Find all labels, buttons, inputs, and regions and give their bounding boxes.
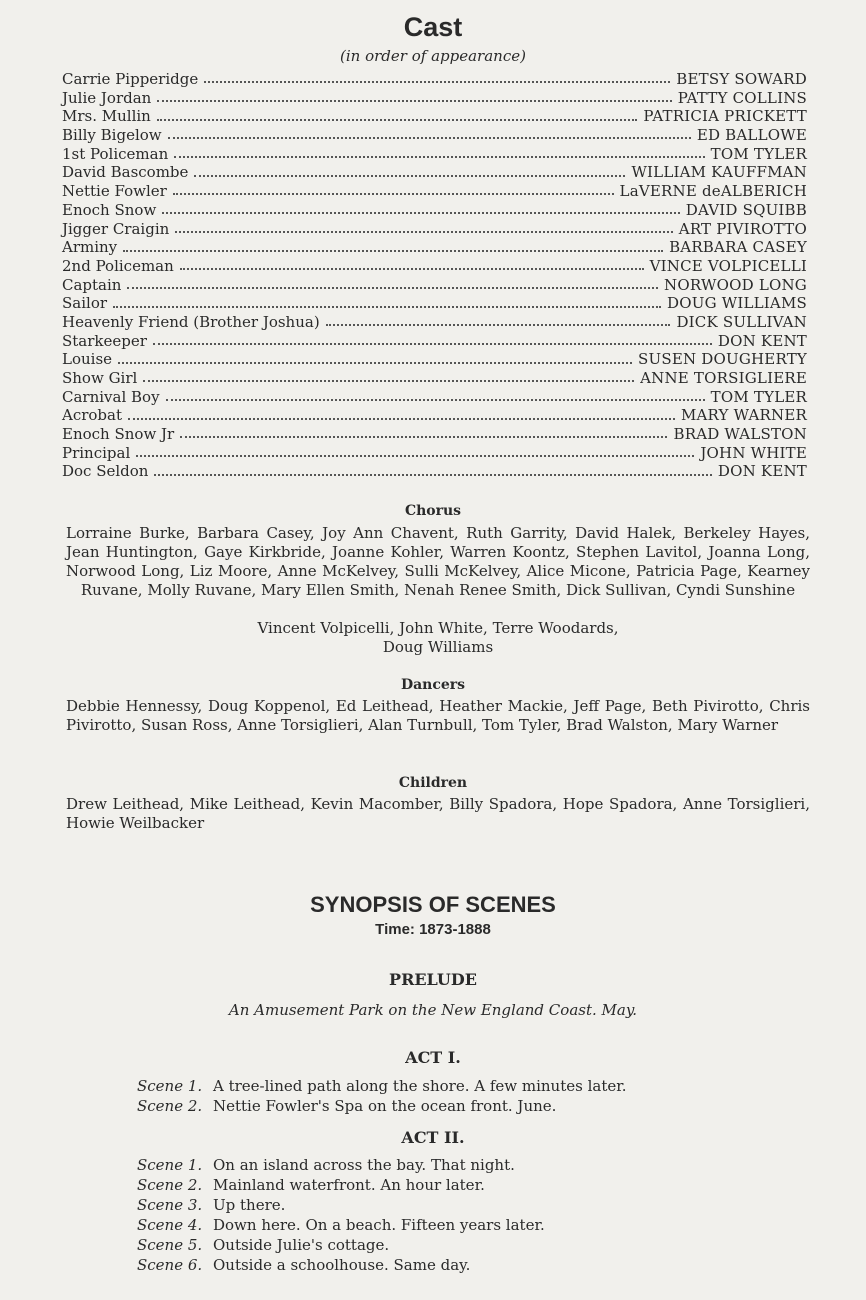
scene-row [137,1175,757,1195]
cast-role: Captain [62,275,122,294]
synopsis-time: Time: 1873-1888 [375,921,491,938]
cast-actor: BRAD WALSTON [673,425,807,444]
cast-title: Cast [403,12,463,42]
dot-leader [128,418,675,420]
cast-actor: BETSY SOWARD [676,70,807,88]
cast-row [62,369,807,388]
act-one-scene-list [137,1076,757,1116]
cast-subtitle: (in order of appearance) [340,47,526,65]
cast-actor: DOUG WILLIAMS [667,294,807,313]
cast-actor: ART PIVIROTTO [678,219,807,238]
cast-actor: PATTY COLLINS [677,88,807,107]
cast-actor: DON KENT [717,331,807,350]
dot-leader [174,156,704,158]
cast-actor: WILLIAM KAUFFMAN [631,163,807,182]
cast-actor: VINCE VOLPICELLI [649,256,807,275]
cast-actor: MARY WARNER [680,406,807,425]
scene-description: Nettie Fowler's Spa on the ocean front. June. [213,1097,557,1115]
cast-row [62,332,807,351]
cast-role: Doc Seldon [62,462,149,481]
act-two-scene-list [137,1155,757,1275]
scene-description: Outside Julie's cottage. [213,1236,390,1254]
act-two-title: ACT II. [401,1128,465,1147]
scene-description: Down here. On a beach. Fifteen years later. [213,1216,545,1234]
scene-description: Up there. [213,1196,286,1214]
cast-role: Carnival Boy [62,387,160,406]
dot-leader [168,137,691,139]
cast-row [62,89,807,108]
prelude-description: An Amusement Park on the New England Coast. May. [228,1001,638,1019]
scene-label: Scene 2. [137,1176,203,1194]
dot-leader [118,362,632,364]
cast-row [62,462,807,481]
cast-row [62,220,807,239]
cast-actor: PATRICIA PRICKETT [643,107,807,126]
cast-actor: DON KENT [717,462,807,481]
children-names: Drew Leithead, Mike Leithead, Kevin Macomber, Billy Spadora, Hope Spadora, Anne Torsiglieri, Howie Weilbacker [66,795,810,832]
cast-role: Mrs. Mullin [62,107,151,126]
cast-actor: ANNE TORSIGLIERE [640,369,807,387]
cast-row [62,201,807,220]
dot-leader [173,193,614,195]
dot-leader [113,306,661,308]
children-title: Children [398,775,468,791]
cast-row [62,406,807,425]
cast-actor: DAVID SQUIBB [685,200,807,219]
cast-actor: SUSEN DOUGHERTY [638,350,807,369]
cast-row [62,444,807,463]
dot-leader [162,212,679,214]
scene-label: Scene 1. [137,1077,203,1095]
cast-role: Nettie Fowler [62,182,167,201]
cast-role: Acrobat [62,406,123,425]
chorus-names: Lorraine Burke, Barbara Casey, Joy Ann Chavent, Ruth Garrity, David Halek, Berkeley Hayes, Jean Huntington, Gaye Kirkbride, Joanne Kohler, Warren Koontz, Stephen Lavitol, Joanna Long, Norwood Long, Liz Moore, Anne McKelvey, Sulli McKelvey, Alice Micone, Patricia Page, Kearney Ruvane, Molly Ruvane, Mary Ellen Smith, Nenah Renee Smith, Dick Sullivan, Cyndi Sunshine [66,524,810,599]
scene-row [137,1076,757,1096]
act-one-title: ACT I. [405,1048,461,1067]
scene-label: Scene 1. [137,1156,203,1174]
cast-row [62,126,807,145]
cast-role: 1st Policeman [62,144,169,163]
dot-leader [123,250,663,252]
prelude-title: PRELUDE [389,970,477,989]
chorus-names-line2: Vincent Volpicelli, John White, Terre Woodards, [257,619,619,637]
cast-role: Heavenly Friend (Brother Joshua) [62,312,320,331]
cast-row [62,388,807,407]
dot-leader [175,231,673,233]
cast-role: Jigger Craigin [62,219,170,238]
cast-row [62,313,807,332]
scene-row [137,1235,757,1255]
cast-role: Sailor [62,294,108,313]
cast-row [62,145,807,164]
cast-role: Carrie Pipperidge [62,70,199,88]
cast-role: Julie Jordan [62,88,152,107]
scene-row [137,1215,757,1235]
dot-leader [157,100,671,102]
scene-description: Outside a schoolhouse. Same day. [213,1256,471,1274]
cast-row [62,238,807,257]
cast-role: Louise [62,350,113,369]
dot-leader [180,268,644,270]
scene-row [137,1195,757,1215]
cast-row [62,70,807,89]
chorus-names-line3: Doug Williams [382,638,494,656]
dot-leader [127,287,658,289]
chorus-title: Chorus [404,503,462,519]
cast-row [62,294,807,313]
cast-row [62,107,807,126]
cast-actor: BARBARA CASEY [669,238,807,257]
dot-leader [153,343,712,345]
cast-row [62,350,807,369]
cast-role: Billy Bigelow [62,126,162,145]
scene-description: Mainland waterfront. An hour later. [213,1176,485,1194]
cast-actor: LaVERNE deALBERICH [619,182,807,201]
scene-label: Scene 5. [137,1236,203,1254]
scene-label: Scene 6. [137,1256,203,1274]
dot-leader [136,455,694,457]
scene-description: A tree-lined path along the shore. A few minutes later. [213,1077,627,1095]
dot-leader [326,324,671,326]
cast-actor: TOM TYLER [710,387,807,406]
dot-leader [166,399,705,401]
cast-list [62,70,807,481]
scene-label: Scene 2. [137,1097,203,1115]
cast-role: Enoch Snow [62,200,157,219]
cast-role: Principal [62,443,131,462]
cast-actor: TOM TYLER [710,144,807,163]
dot-leader [194,175,625,177]
scene-row [137,1255,757,1275]
cast-row [62,182,807,201]
cast-actor: NORWOOD LONG [664,275,807,294]
dancers-names: Debbie Hennessy, Doug Koppenol, Ed Leithead, Heather Mackie, Jeff Page, Beth Pivirotto, Chris Pivirotto, Susan Ross, Anne Torsiglieri, Alan Turnbull, Tom Tyler, Brad Walston, Mary Warner [66,697,810,734]
cast-role: Show Girl [62,369,138,387]
dot-leader [143,380,634,382]
dot-leader [180,436,667,438]
cast-role: Starkeeper [62,331,147,350]
dot-leader [154,474,711,476]
cast-actor: JOHN WHITE [700,443,807,462]
dancers-title: Dancers [400,677,466,693]
cast-actor: DICK SULLIVAN [676,312,807,331]
scene-label: Scene 4. [137,1216,203,1234]
scene-row [137,1096,757,1116]
synopsis-title: SYNOPSIS OF SCENES [310,892,556,917]
dot-leader [204,81,670,83]
scene-description: On an island across the bay. That night. [213,1156,515,1174]
cast-role: Arminy [62,238,118,257]
cast-row [62,163,807,182]
scene-label: Scene 3. [137,1196,203,1214]
cast-row [62,425,807,444]
cast-role: Enoch Snow Jr [62,425,175,444]
scene-row [137,1155,757,1175]
cast-actor: ED BALLOWE [696,126,807,145]
cast-role: 2nd Policeman [62,256,174,275]
cast-row [62,257,807,276]
cast-row [62,276,807,295]
cast-role: David Bascombe [62,163,189,182]
dot-leader [157,119,638,121]
